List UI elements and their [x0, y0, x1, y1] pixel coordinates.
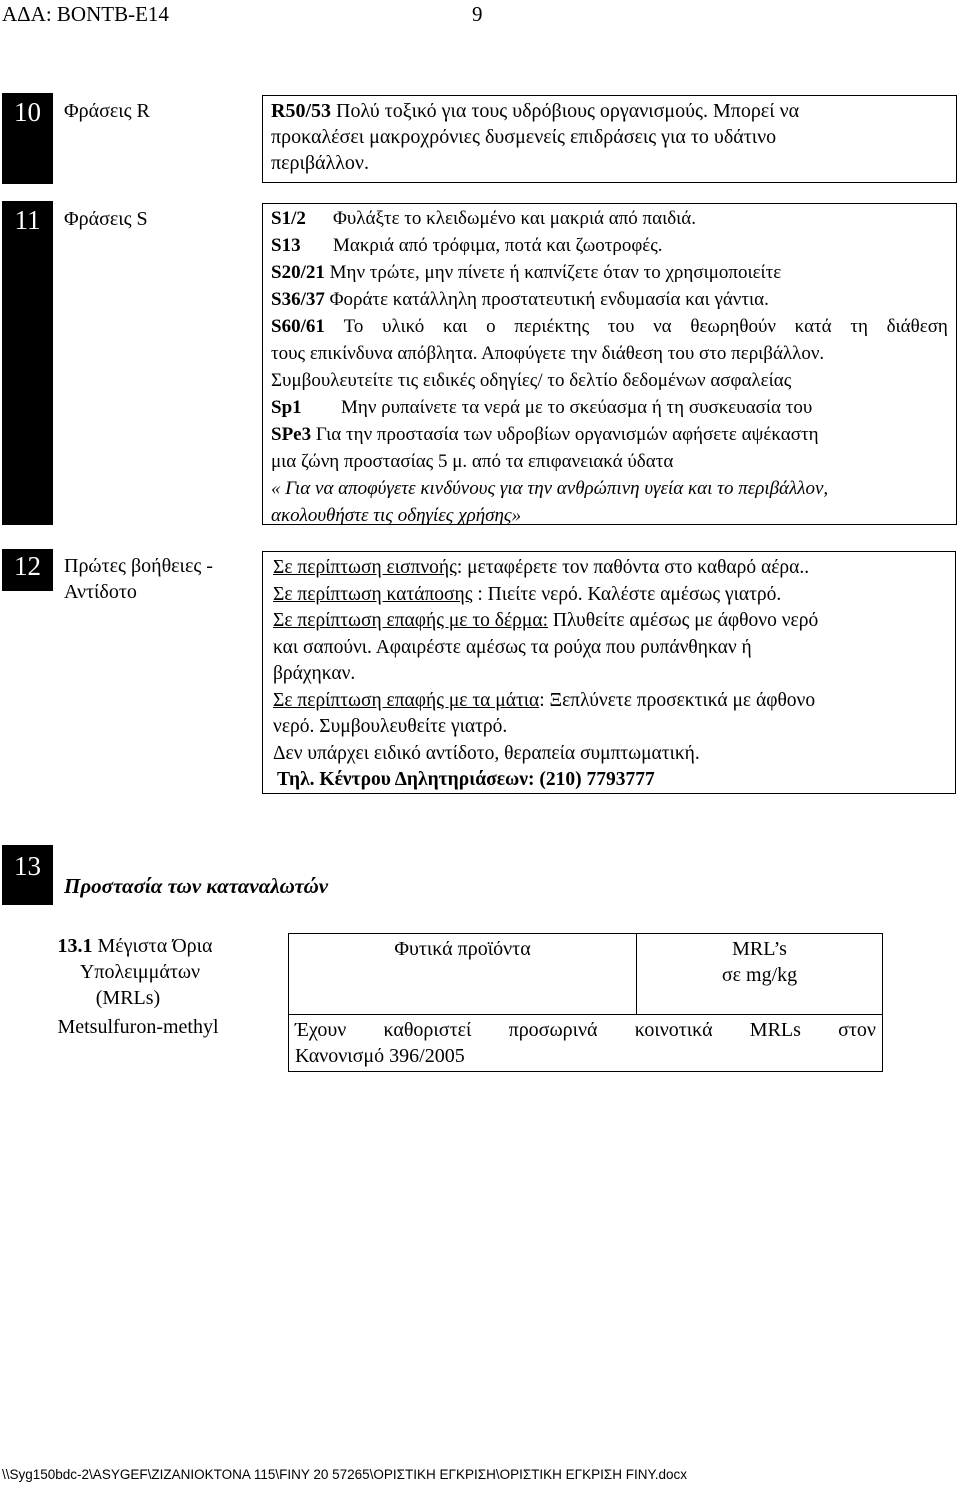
s60-word: υλικό: [382, 316, 425, 337]
safety-quote-2: ακολουθήστε τις οδηγίες χρήσης»: [271, 505, 522, 526]
s36-37-line: [271, 286, 948, 313]
inhalation-line: [273, 555, 945, 582]
ingestion-line: [273, 582, 945, 609]
s60-word: θεωρηθούν: [690, 316, 776, 337]
poison-center-phone: Τηλ. Κέντρου Δηλητηριάσεων: (210) 7793777: [277, 769, 655, 790]
s60-word: Το: [343, 316, 364, 337]
skin-contact-heading: Σε περίπτωση επαφής με το δέρμα:: [273, 610, 548, 631]
s-phrases-box: [262, 203, 957, 525]
s13-text: Μακριά από τρόφιμα, ποτά και ζωοτροφές.: [333, 235, 663, 256]
mrl-regulation-cell: [289, 1015, 883, 1072]
s60-word: να: [653, 316, 672, 337]
mrl-word: στον: [838, 1019, 876, 1041]
table-row: [289, 1015, 883, 1072]
s60-word: και: [442, 316, 468, 337]
inhalation-heading: Σε περίπτωση εισπνοής: [273, 557, 457, 578]
r-phrase-line-2: προκαλέσει μακροχρόνιες δυσμενείς επιδράσεις για το υδάτινο: [271, 126, 777, 148]
s60-61-line-2: τους επικίνδυνα απόβλητα. Αποφύγετε την διάθεση του στο περιβάλλον.: [271, 343, 825, 364]
section-number-10: 10: [2, 93, 53, 184]
mrl-label-line-1: [8, 933, 248, 959]
section-label-first-aid: [64, 553, 213, 605]
eye-contact-heading: Σε περίπτωση επαφής με τα μάτια: [273, 689, 540, 711]
eye-contact-line-2: νερό. Συμβουλευθείτε γιατρό.: [273, 716, 508, 737]
section-number-13: 13: [2, 845, 53, 905]
mrl-table: [288, 933, 883, 1072]
ingestion-text: : Πιείτε νερό. Καλέστε αμέσως γιατρό.: [472, 583, 782, 605]
s60-61-line: [271, 313, 948, 340]
spe3-line-2: μια ζώνη προστασίας 5 μ. από τα επιφανειακά ύδατα: [271, 451, 674, 472]
section-number-12: 12: [2, 549, 53, 591]
s20-21-text: Μην τρώτε, μην πίνετε ή καπνίζετε όταν το χρησιμοποιείτε: [324, 262, 782, 283]
sp1-line: [271, 394, 948, 421]
spe3-code: SPe3: [271, 424, 312, 445]
mrl-regulation-line-1: [295, 1017, 876, 1043]
mrl-word: MRLs: [749, 1019, 801, 1041]
s60-61-code: S60/61: [271, 316, 325, 337]
skin-contact-line: [273, 608, 945, 635]
s20-21-code: S20/21: [271, 262, 325, 283]
antidote-line: Δεν υπάρχει ειδικό αντίδοτο, θεραπεία συμπτωματική.: [273, 742, 700, 764]
r-phrases-box: [262, 95, 957, 183]
safety-quote-1: « Για να αποφύγετε κινδύνους για την ανθρώπινη υγεία και το περιβάλλον,: [271, 478, 829, 499]
r-phrase-line-1: [271, 98, 948, 124]
first-aid-label-2: Αντίδοτο: [64, 581, 137, 603]
s60-word: ο: [486, 316, 496, 337]
s36-37-code: S36/37: [271, 289, 325, 310]
s60-word: περιέκτης: [514, 316, 590, 337]
s60-word: τη: [850, 316, 868, 337]
mrl-word: καθοριστεί: [383, 1019, 472, 1041]
column-header-mrls: [637, 934, 883, 1015]
first-aid-label-1: Πρώτες βοήθειες -: [64, 555, 213, 577]
mrl-word: Έχουν: [295, 1019, 347, 1041]
mrl-header-line-2: σε mg/kg: [721, 964, 798, 986]
s13-code: S13: [271, 235, 301, 256]
section-label-s-phrases: Φράσεις S: [64, 208, 148, 230]
column-header-plant-products: Φυτικά προϊόντα: [289, 934, 637, 1015]
s1-2-code: S1/2: [271, 208, 306, 229]
s13-line: [271, 232, 948, 259]
s36-37-text: Φοράτε κατάλληλη προστατευτική ενδυμασία και γάντια.: [324, 289, 769, 310]
inhalation-text: : μεταφέρετε τον παθόντα στο καθαρό αέρα..: [456, 557, 810, 578]
eye-contact-line: [273, 688, 945, 715]
section-label-r-phrases: Φράσεις R: [64, 100, 150, 122]
substance-name: Metsulfuron-methyl: [57, 1016, 219, 1038]
s1-2-text: Φυλάξτε το κλειδωμένο και μακριά από παιδιά.: [333, 208, 696, 229]
section-number-11: 11: [2, 201, 53, 525]
section-title-consumer-protection: Προστασία των καταναλωτών: [64, 874, 329, 898]
page-number: 9: [472, 2, 483, 26]
mrl-header-line-1: MRL’s: [732, 938, 787, 960]
mrl-label-2: Υπολειμμάτων: [79, 961, 201, 983]
ingestion-heading: Σε περίπτωση κατάποσης: [273, 583, 473, 605]
s60-word: κατά: [794, 316, 832, 337]
safety-data-advice: Συμβουλευτείτε τις ειδικές οδηγίες/ το δελτίο δεδομένων ασφαλείας: [271, 370, 792, 391]
skin-contact-line-3: βράχηκαν.: [273, 663, 356, 684]
r-phrase-text-1: Πολύ τοξικό για τους υδρόβιους οργανισμούς. Μπορεί να: [331, 100, 800, 122]
sp1-code: Sp1: [271, 397, 302, 418]
subsection-number: 13.1: [57, 935, 93, 957]
mrl-label-block: [8, 933, 248, 1040]
mrl-label-3: (MRLs): [95, 987, 161, 1009]
sp1-text: Μην ρυπαίνετε τα νερά με το σκεύασμα ή τη συσκευασία του: [341, 397, 813, 418]
mrl-word: κοινοτικά: [634, 1019, 713, 1041]
mrl-word: προσωρινά: [508, 1019, 598, 1041]
mrl-regulation-line-2: Κανονισμό 396/2005: [295, 1045, 465, 1067]
r-phrase-code: R50/53: [271, 100, 331, 122]
s60-word: διάθεση: [886, 316, 948, 337]
mrl-label-1: Μέγιστα Όρια: [92, 935, 213, 957]
skin-contact-text: Πλυθείτε αμέσως με άφθονο νερό: [548, 610, 819, 631]
s60-word: του: [607, 316, 635, 337]
s20-21-line: [271, 259, 948, 286]
table-row: [289, 934, 883, 1015]
file-path-footer: \\Syg150bdc-2\ASYGEF\ZIZANIOKTONA 115\FINY 20 57265\ΟΡΙΣΤΙΚΗ ΕΓΚΡΙΣΗ\ΟΡΙΣΤΙΚΗ ΕΓΚΡΙΣΗ FINY.docx: [2, 1467, 687, 1482]
r-phrase-line-3: περιβάλλον.: [271, 152, 369, 174]
s1-2-line: [271, 205, 948, 232]
spe3-text: Για την προστασία των υδροβίων οργανισμών αφήσετε αψέκαστη: [311, 424, 819, 445]
spe3-line: [271, 421, 948, 448]
eye-contact-text: : Ξεπλύνετε προσεκτικά με άφθονο: [539, 689, 816, 711]
document-code: ΑΔΑ: ΒΟΝΤΒ-Ε14: [2, 2, 169, 26]
skin-contact-line-2: και σαπούνι. Αφαιρέστε αμέσως τα ρούχα που ρυπάνθηκαν ή: [273, 636, 752, 658]
first-aid-box: [262, 551, 956, 794]
